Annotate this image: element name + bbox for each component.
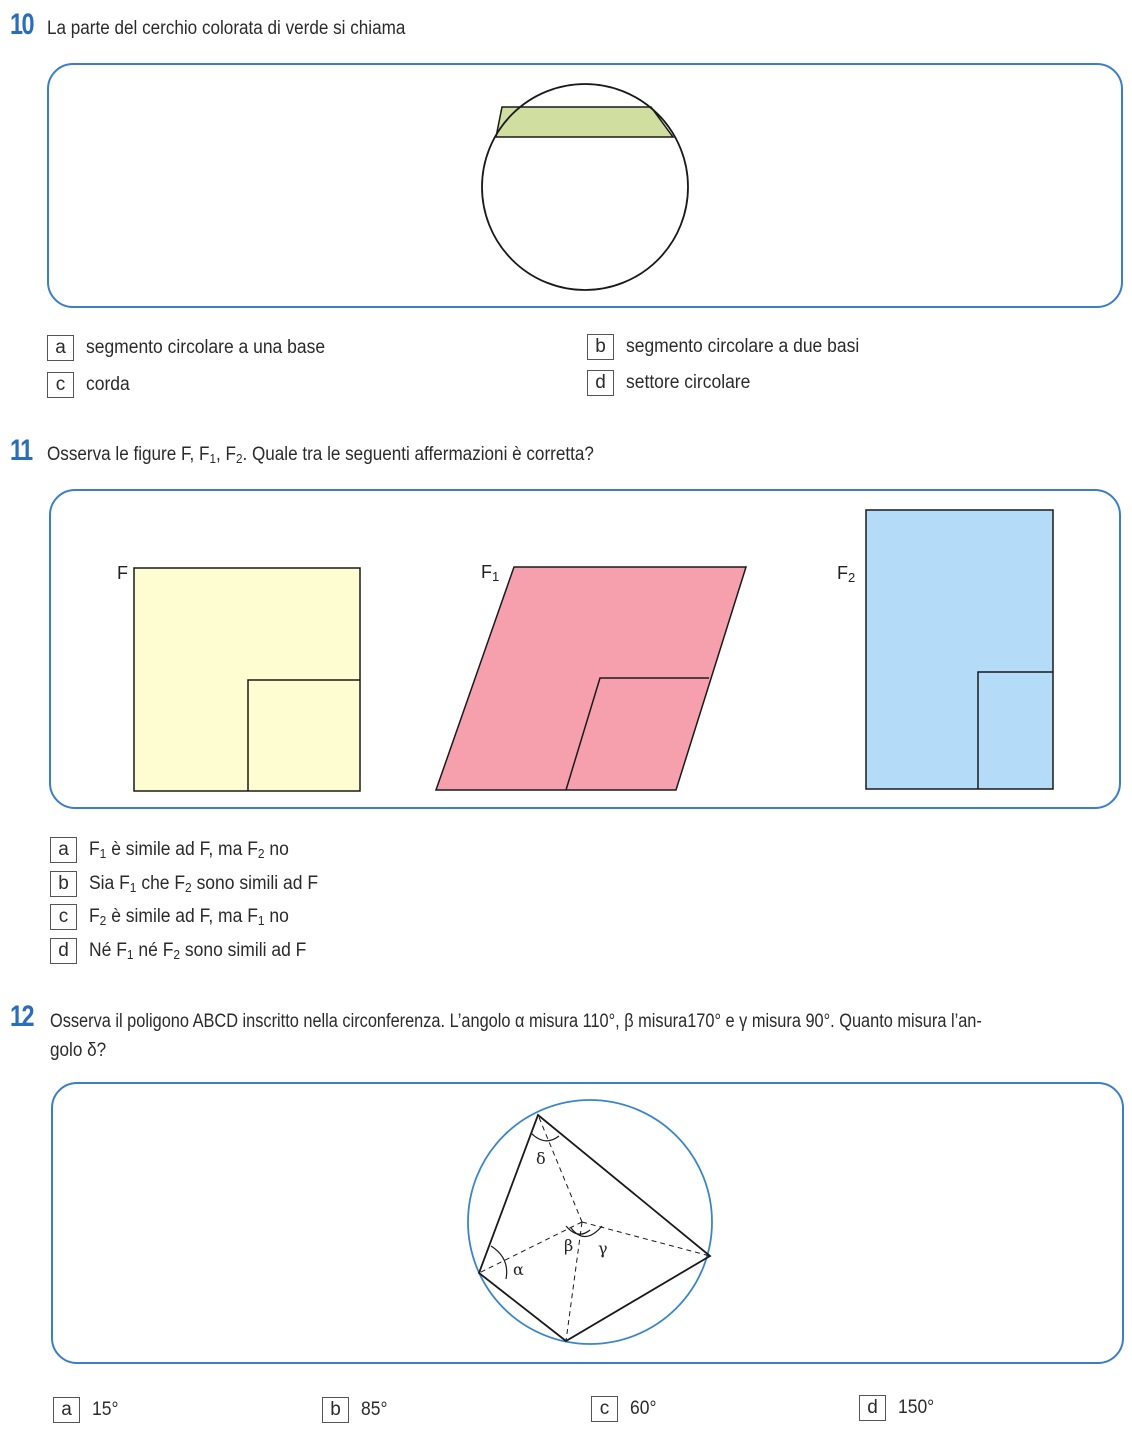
option-12-a[interactable] [53,1397,121,1423]
option-letter-box: d [50,938,77,964]
question-number-10: 10 [10,8,33,41]
question-11-text: Osserva le figure F, $F_1$, $F_2$. Quale tra le seguenti affermazioni è corretta? [47,444,594,466]
label-f: F [117,563,128,583]
option-letter-box: a [53,1397,80,1423]
delta-arc [531,1133,559,1141]
option-text: settore circolare [626,372,751,393]
option-letter-box: c [50,904,77,930]
angle-label-delta: δ [536,1149,546,1168]
question-number-12: 12 [10,1000,33,1033]
option-text: $F_1$ è simile ad F, ma $F_2$ no [89,839,289,861]
question-12-line1: Osserva il poligono ABCD inscritto nella circonferenza. L’angolo α misura 110°, β misura170° e γ misura 90°. Quanto misura l’an- [50,1011,982,1032]
label-f2: $F_2$ [837,563,856,585]
option-letter-box: b [322,1397,349,1423]
option-letter-box: c [47,372,74,398]
option-text: corda [86,374,130,395]
option-letter-box: c [591,1396,618,1422]
question-10-text: La parte del cerchio colorata di verde si chiama [47,18,406,39]
option-letter-box: a [50,837,77,863]
option-text: Né $F_1$ né $F_2$ sono simili ad F [89,940,307,962]
option-text: 15° [92,1399,119,1420]
option-text: segmento circolare a una base [86,337,326,358]
angle-label-beta: β [564,1236,574,1255]
option-text: Sia $F_1$ che $F_2$ sono simili ad F [89,873,319,895]
option-text: 150° [898,1397,935,1418]
label-f1: $F_1$ [481,562,500,584]
option-12-d[interactable] [859,1395,937,1421]
option-letter-box: b [50,871,77,897]
alpha-arc [491,1246,507,1279]
beta-arc [566,1226,590,1234]
option-12-c[interactable] [591,1396,659,1422]
option-12-b[interactable] [322,1397,390,1423]
angle-label-alpha: α [513,1260,524,1279]
gamma-arc [571,1226,602,1237]
option-letter-box: a [47,335,74,361]
option-text: 60° [630,1398,657,1419]
option-letter-box: d [587,370,614,396]
polygon-abcd [479,1115,710,1341]
circumference [468,1100,712,1344]
question-number-11: 11 [10,434,32,467]
option-letter-box: b [587,334,614,360]
question-12-line2: golo δ? [50,1040,107,1061]
angle-label-gamma: γ [598,1239,608,1258]
option-text: 85° [361,1399,388,1420]
option-text: $F_2$ è simile ad F, ma $F_1$ no [89,906,289,928]
option-text: segmento circolare a due basi [626,336,860,357]
option-letter-box: d [859,1395,886,1421]
